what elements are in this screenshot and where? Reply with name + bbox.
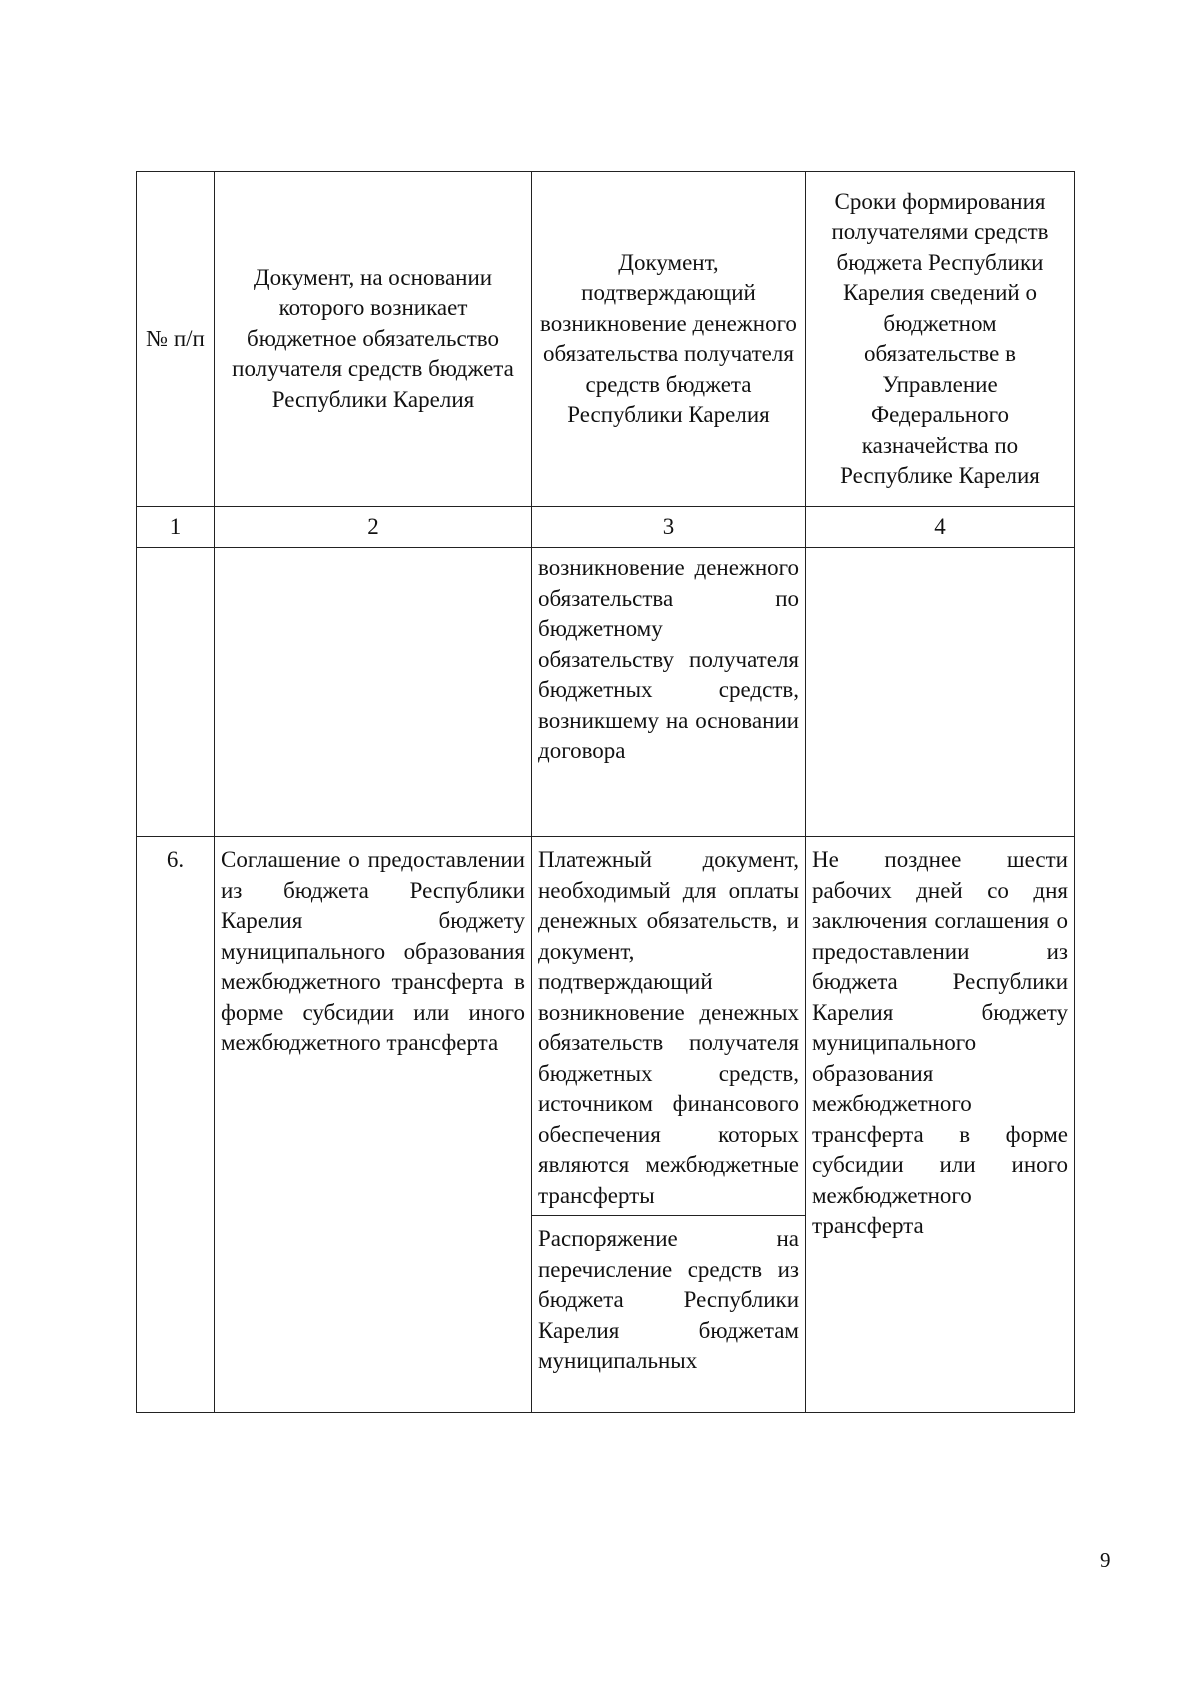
continued-confirming-document: возникновение денежного обязательства по бюджетному обязательству получателя бюджетных средств, возникшему на основании договора [532, 548, 806, 837]
header-basis-document: Документ, на основании которого возникает бюджетное обязательство получателя средств бюджета Республики Карелия [215, 172, 532, 507]
table-row-continued [137, 548, 1075, 837]
empty-cell [215, 548, 532, 837]
deadline-cell: Не позднее шести рабочих дней со дня заключения соглашения о предоставлении из бюджета Республики Карелия бюджету муниципального образования межбюджетного трансферта в форме субсидии или иного межбюджетного трансферта [806, 837, 1075, 1413]
confirming-document-cell: Распоряжение на перечисление средств из бюджета Республики Карелия бюджетам муниципальных [532, 1216, 806, 1413]
header-deadline: Сроки формирования получателями средств бюджета Республики Карелия сведений о бюджетном обязательстве в Управление Федерального казначейства по Республике Карелия [806, 172, 1075, 507]
page-number: 9 [1100, 1548, 1111, 1572]
confirming-document-cell: Платежный документ, необходимый для оплаты денежных обязательств, и документ, подтверждающий возникновение денежных обязательств получателя бюджетных средств, источником финансового обеспечения которых являются межбюджетные трансферты [532, 837, 806, 1216]
header-num: № п/п [137, 172, 215, 507]
column-number: 1 [137, 507, 215, 548]
empty-cell [137, 548, 215, 837]
column-number: 3 [532, 507, 806, 548]
empty-cell [806, 548, 1075, 837]
column-number: 4 [806, 507, 1075, 548]
column-number-row [137, 507, 1075, 548]
row-number: 6. [137, 837, 215, 1413]
table-row-6 [137, 837, 1075, 1216]
column-number: 2 [215, 507, 532, 548]
header-confirming-document: Документ, подтверждающий возникновение денежного обязательства получателя средств бюджета Республики Карелия [532, 172, 806, 507]
table-header-row [137, 172, 1075, 507]
budget-obligations-table [136, 171, 1075, 1413]
basis-document-cell: Соглашение о предоставлении из бюджета Республики Карелия бюджету муниципального образования межбюджетного трансферта в форме субсидии или иного межбюджетного трансферта [215, 837, 532, 1413]
